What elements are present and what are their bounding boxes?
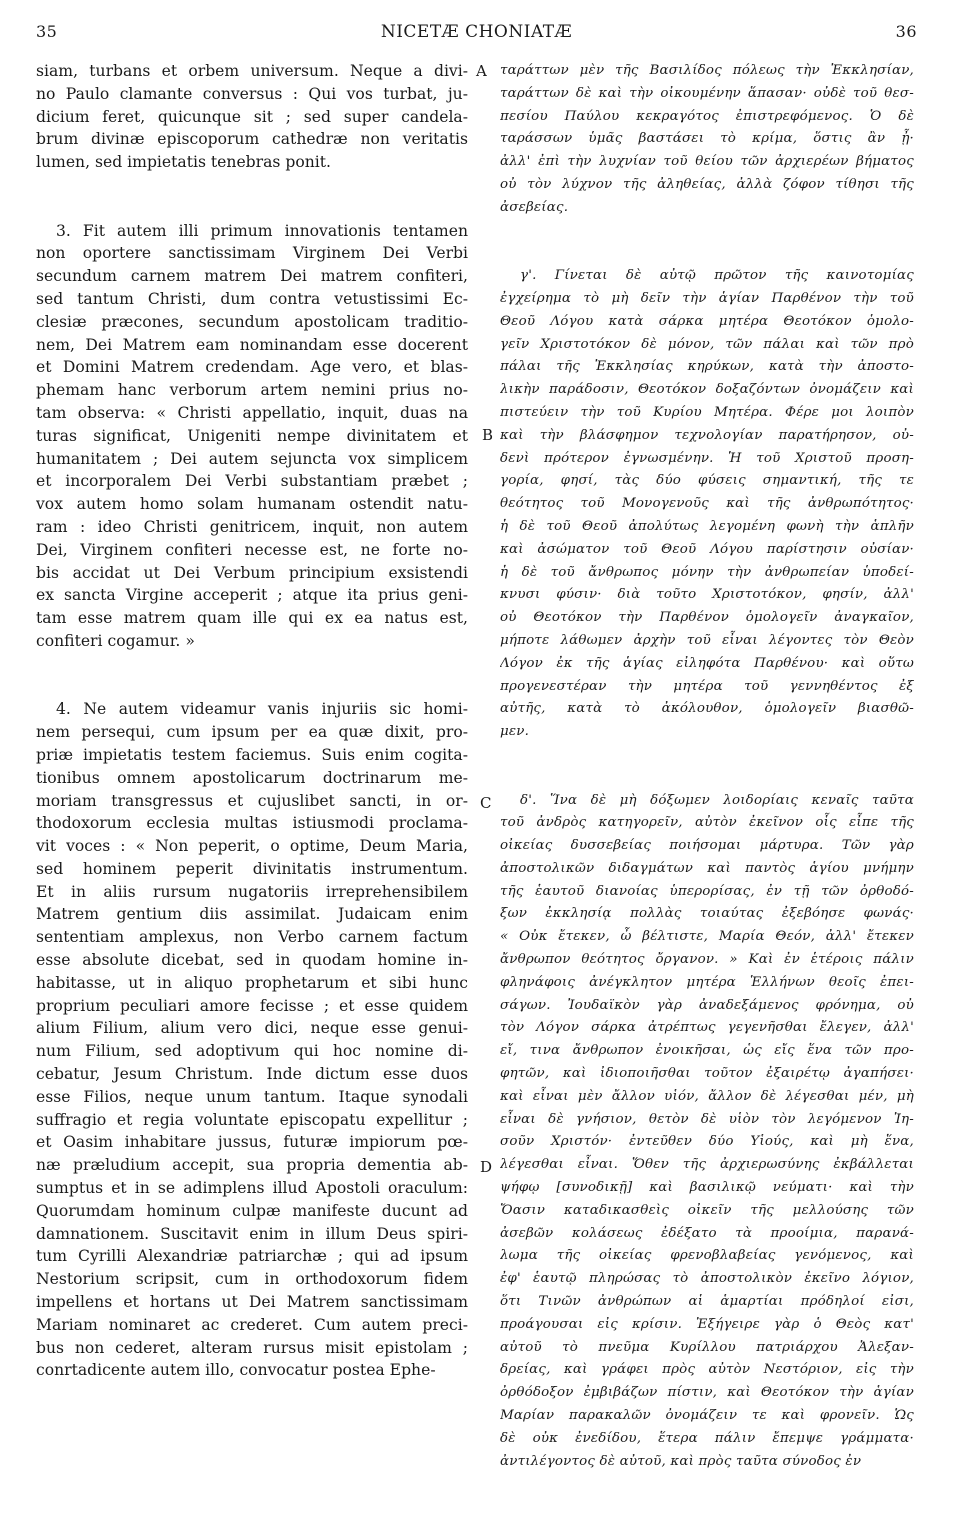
running-title: NICETÆ CHONIATÆ <box>380 22 573 42</box>
greek-text-line: δενὶ πρότερον ἐγνωσμένην. Ἡ τοῦ Χριστοῦ προση- <box>500 450 914 466</box>
margin-marker-c: C <box>480 794 492 812</box>
latin-text-line: tam esse matrem quam ille qui ex ea natus est, <box>36 609 468 628</box>
greek-text-line: « Οὐκ ἔτεκεν, ὦ βέλτιστε, Μαρία Θεόν, ἀλλ' ἔτεκεν <box>500 929 914 945</box>
greek-text-line: γορία, φησί, τὰς δύο φύσεις σημαντική, τῆς τε <box>500 473 914 489</box>
latin-text-line: Et in aliis rursum nugatoriis irreprehensibilem <box>36 882 468 901</box>
greek-text-line: αὐτοῦ τὸ πνεῦμα Κυρίλλου πατριάρχου Ἀλεξαν- <box>500 1339 914 1355</box>
greek-text-line: οἰκείας δυσσεβείας ποιήσομαι μάρτυρα. Τῶν γὰρ <box>500 838 914 854</box>
latin-text-line: suffragio et regia voluntate episcopatu expellitur ; <box>36 1110 468 1129</box>
latin-text-line: num Filium, sed adoptivum qui hoc nomine di- <box>36 1042 468 1061</box>
greek-text-line: Λόγον ἐκ τῆς ἁγίας εἰληφότα Παρθένου· καὶ οὕτω <box>500 655 914 671</box>
latin-text-line: Matrem gentium diis assimilat. Judaicam enim <box>36 905 468 924</box>
latin-text-line: humanitatem ; Dei autem sejuncta vox simplicem <box>36 449 468 468</box>
latin-text-line: sumptus et in se adimplens illud Apostoli oraculum: <box>36 1179 468 1198</box>
latin-text-line: Nestorium scripsit, cum in orthodoxorum fidem <box>36 1270 468 1289</box>
latin-text-line: Quorumdam hominum culpæ manifeste ducunt ad <box>36 1201 468 1220</box>
greek-text-line: σάγων. Ἰουδαϊκὸν γὰρ ἀναδεξάμενος φρόνημα, οὐ <box>500 997 914 1013</box>
latin-text-line: alium Filium, alium vero dici, neque esse genui- <box>36 1019 468 1038</box>
greek-text-line: ξων ἐκκλησίᾳ πολλὰς τοιαύτας ἐξεβόησε φωνάς· <box>500 906 914 922</box>
greek-text-line: λωμα τῆς οἰκείας φρενοβλαβείας γενόμενος, καὶ <box>500 1248 914 1264</box>
latin-text-line: bis accidat ut Dei Verbum principium exsistendi <box>36 563 468 582</box>
page-number-left: 35 <box>36 22 58 41</box>
greek-text-line: ταράττων μὲν τῆς Βασιλίδος πόλεως τὴν Ἐκκλησίαν, <box>500 63 914 78</box>
latin-text-line: næ præludium accepit, sua propria dementia ab- <box>36 1156 468 1175</box>
latin-text-line: tum Cyrilli Alexandriæ patriarchæ ; qui ad ipsum <box>36 1247 468 1266</box>
greek-text-line: ἄνθρωπον θεότητος ὄργανον. » Καὶ ἐν ἑτέροις πάλιν <box>500 952 914 968</box>
latin-text-line: cebatur, Jesum Christum. Inde dictum esse duos <box>36 1065 468 1084</box>
latin-text-line: no Paulo clamante conversus : Qui vos turbat, ju- <box>36 84 468 103</box>
greek-text-line: ἀσεβείας. <box>500 199 569 215</box>
latin-text-line: brum divinæ episcoporum cathedræ non veritatis <box>36 130 468 149</box>
margin-marker-a: A <box>476 62 487 80</box>
latin-text-line: thodoxorum ecclesia multas istiusmodi proclama- <box>36 814 468 833</box>
greek-text-line: πιστεύειν τὴν τοῦ Κυρίου Μητέρα. Φέρε μοι λοιπὸν <box>500 404 914 420</box>
greek-text-line: κνυσι φύσιν· διὰ τοῦτο Χριστοτόκον, φησίν, ἀλλ' <box>500 587 914 603</box>
greek-paragraph-gap <box>500 744 914 790</box>
latin-text-line: lumen, sed impietatis tenebras ponit. <box>36 153 332 172</box>
latin-text-line: siam, turbans et orbem universum. Neque a divi- <box>36 62 468 80</box>
latin-text-line: phemam hanc verborum artem nemini prius no- <box>36 381 468 400</box>
greek-text-line: ἀλλ' ἐπὶ τὴν λυχνίαν τοῦ θείου τῶν ἀρχιερέων βήματος <box>500 154 914 170</box>
greek-text-line: εἶναι δὲ γνήσιον, θετὸν δὲ υἱὸν τὸν λεγόμενον Ἰη- <box>500 1111 914 1127</box>
latin-paragraph-gap <box>36 174 468 220</box>
latin-text-line: secundum carnem matrem Dei matrem confiteri, <box>36 267 468 286</box>
latin-text-line: clesiæ præcones, secundum apostolicam traditio- <box>36 312 468 331</box>
latin-text-line: et Oasim inhabitare jussus, futuræ impiorum pœ- <box>36 1133 468 1152</box>
greek-text-line: σοῦν Χριστόν· ἐντεῦθεν δύο Υἱούς, καὶ μὴ ἕνα, <box>500 1134 914 1150</box>
latin-paragraph-gap <box>36 653 468 699</box>
greek-text-line: πεσίου Παύλου κεκραγότος ἐπιστρεφόμενος. Ὁ δὲ <box>500 108 914 124</box>
greek-text-line: ὅτι Τινῶν ἀνθρώπων αἱ ἁμαρτίαι πρόδηλοί εἰσι, <box>500 1294 914 1310</box>
latin-text-line: damnationem. Suscitavit enim in illum Deus spiri- <box>36 1224 468 1243</box>
greek-text-line: φληνάφοις ἀνέγκλητον μητέρα Ἑλλήνων θεοῖς ἐπει- <box>500 974 914 990</box>
latin-text-line: confiteri cogamur. » <box>36 631 195 650</box>
greek-text-line: οὐ Θεοτόκον τὴν Παρθένον ὁμολογεῖν ἀναγκαῖον, <box>500 610 914 626</box>
greek-text-line: καὶ ἀσώματον τοῦ Θεοῦ Λόγου παρίστησιν οὐσίαν· <box>500 541 914 557</box>
latin-text-line: et Domini Matrem credendam. Age vero, et blas- <box>36 358 468 377</box>
latin-text-line: priæ impietatis testem faciemus. Suis enim cogita- <box>36 745 468 764</box>
greek-text-line: ἡ δὲ τοῦ Θεοῦ ἀπολύτως λεγομένη φωνὴ τὴν ἁπλῆν <box>500 518 914 534</box>
greek-text-line: μεν. <box>500 724 530 740</box>
greek-text-line: ὀρθόδοξον ἐμβιβάζων πίστιν, καὶ Θεοτόκον τὴν ἁγίαν <box>500 1385 914 1401</box>
latin-text-line: tionibus omnem apostolicarum doctrinarum me- <box>36 768 468 787</box>
greek-text-line: ἀποστολικῶν διδαγμάτων καὶ παντὸς ἁγίου μνήμην <box>500 860 914 876</box>
greek-text-line: λέγεσθαι εἶναι. Ὅθεν τῆς ἀρχιερωσύνης ἐκβάλλεται <box>500 1157 914 1173</box>
greek-paragraph-gap <box>500 220 914 266</box>
latin-text-line: impellens et hortans ut Dei Matrem sanctissimam <box>36 1293 468 1312</box>
latin-text-line: nem, Dei Matrem eam nominandam esse docerent <box>36 335 468 354</box>
latin-text-line: conrtadicente autem illo, convocatur postea Ephe- <box>36 1361 436 1380</box>
greek-text-line: πάλαι τῆς Ἐκκλησίας κηρύκων, κατὰ τὴν ἀποστο- <box>500 359 914 375</box>
page-header <box>36 22 917 52</box>
latin-text-line: Mariam nominaret ac crederet. Cum autem preci- <box>36 1315 468 1334</box>
latin-text-line: sententiam amplexus, non Verbo carnem factum <box>36 928 468 947</box>
greek-text-line: ἀσεβῶν κολάσεως ἐδέξατο τὰ προοίμια, παρανά- <box>500 1225 914 1241</box>
latin-text-line: proprium peculiari amore fecisse ; et esse quidem <box>36 996 468 1015</box>
latin-text-line: esse Filios, neque unum tantum. Itaque synodali <box>36 1087 468 1106</box>
greek-text-line: ταράσσων ὑμᾶς βαστάσει τὸ κρίμα, ὅστις ἂν ᾖ· <box>500 131 914 147</box>
greek-text-line: δὲ οὐκ ἐνεδίδου, ἕτερα πάλιν ἔπεμψε γράμματα· <box>500 1430 914 1446</box>
greek-text-line: ἐγχείρημα τὸ μὴ δεῖν τὴν ἁγίαν Παρθένον τὴν τοῦ <box>500 290 914 306</box>
latin-text-line: non oportere sanctissimam Virginem Dei Verbi <box>36 244 468 263</box>
greek-text-line: τῆς ἑαυτοῦ διανοίας ὑπερορίσας, ἐν τῇ τῶν ὀρθοδό- <box>500 883 914 899</box>
greek-text-line: θεότητος τοῦ Μονογενοῦς καὶ τῆς ἀνθρωπότητος· <box>500 496 914 512</box>
greek-text-line: φητῶν, καὶ ἰδιοποιῆσθαι τοῦτον ἐξαιρέτῳ ἀγαπήσει· <box>500 1066 914 1082</box>
greek-text-line: τοῦ ἀνδρὸς κατηγορεῖν, αὐτὸν ἐκεῖνον οἷς εἶπε τῆς <box>500 815 914 831</box>
greek-text-line: καὶ εἶναι μὲν ἄλλον υἱόν, ἄλλον δὲ λέγεσθαι μέν, μὴ <box>500 1088 914 1104</box>
latin-text-line: nem persequi, cum ipsum per ea quæ dixit, pro- <box>36 723 468 742</box>
latin-text-line: vox autem homo solam humanam ostendit natu- <box>36 495 468 514</box>
latin-text-line: et incorporalem Dei Verbi substantiam præbet ; <box>36 472 468 491</box>
latin-text-line: dicium feret, quicunque sit ; sed super candela- <box>36 107 468 126</box>
greek-text-line: ἡ δὲ τοῦ ἄνθρωπος μόνην τὴν ἀνθρωπείαν ὑποδεί- <box>500 564 914 580</box>
greek-text-line: δ'. Ἵνα δὲ μὴ δόξωμεν λοιδορίαις κεναῖς ταῦτα <box>520 792 914 808</box>
greek-text-line: εἴ, τινα ἄνθρωπον ἐνοικῆσαι, ὡς εἴς ἕνα τῶν προ- <box>500 1043 914 1059</box>
latin-text-line: turas significat, Unigeniti nempe divinitatem et <box>36 426 468 445</box>
latin-text-line: moriam transgressus et cujuslibet sancti, in or- <box>36 791 468 810</box>
greek-text-line: γεῖν Χριστοτόκον δὲ μόνον, τῶν πάλαι καὶ τῶν πρὸ <box>500 336 914 352</box>
greek-text-line: ἐφ' ἑαυτῷ πληρώσας τὸ ἀποστολικὸν ἐκεῖνο λόγιον, <box>500 1271 914 1287</box>
greek-text-line: ψήφῳ [συνοδικῇ] καὶ βασιλικῷ νεύματι· καὶ τὴν <box>500 1180 914 1196</box>
greek-text-line: ταράττων δὲ καὶ τὴν οἰκουμένην ἅπασαν· οὐδὲ τοῦ θεσ- <box>500 85 914 101</box>
greek-text-line: ἀντιλέγοντος δὲ αὐτοῦ, καὶ πρὸς ταῦτα σύνοδος ἐν <box>500 1453 862 1469</box>
greek-column <box>500 60 914 1473</box>
page-number-right: 36 <box>895 22 917 41</box>
latin-text-line: 3. Fit autem illi primum innovationis tentamen <box>56 221 468 240</box>
latin-text-line: sed hominem peperit divinitatis instrumentum. <box>36 859 468 878</box>
greek-text-line: προάγουσαι εἰς κρίσιν. Ἐξήγειρε γὰρ ὁ Θεὸς κατ' <box>500 1316 914 1332</box>
latin-text-line: vit voces : « Non peperit, o optime, Deum Maria, <box>36 837 468 856</box>
margin-marker-b: B <box>482 426 494 444</box>
margin-marker-d: D <box>480 1158 493 1176</box>
greek-text-line: καὶ τὴν βλάσφημον τεχνολογίαν παρατήρησον, οὐ- <box>500 427 914 443</box>
latin-text-line: Dei, Virginem confiteri necesse est, ne forte no- <box>36 540 468 559</box>
latin-text-line: bus non cederet, alteram rursus misit epistolam ; <box>36 1338 468 1357</box>
latin-text-line: esse absolute dicebat, sed in quodam homine in- <box>36 951 468 970</box>
greek-text-line: τὸν Λόγον σάρκα ἀτρέπτως γεγενῆσθαι ἔλεγεν, ἀλλ' <box>500 1020 914 1036</box>
greek-text-line: δρείας, καὶ γράφει πρὸς αὐτὸν Νεστόριον, εἰς τὴν <box>500 1362 914 1378</box>
latin-text-line: ram : ideo Christi genitricem, inquit, non autem <box>36 517 468 536</box>
greek-text-line: αὐτῆς, κατὰ τὸ ἀκόλουθον, ὁμολογεῖν βιασθῶ- <box>500 701 914 717</box>
greek-text-line: Μαρίαν παρακαλῶν ὀνομάζειν τε καὶ φρονεῖν. Ὡς <box>500 1408 914 1424</box>
latin-text-line: ex sancta Virgine acceperit ; atque ita prius geni- <box>36 586 468 605</box>
greek-text-line: γ'. Γίνεται δὲ αὐτῷ πρῶτον τῆς καινοτομίας <box>520 268 914 284</box>
greek-text-line: μήποτε λάθωμεν ἀρχὴν τοῦ εἶναι λέγοντες τὸν Θεὸν <box>500 632 914 648</box>
greek-text-line: λικὴν παράδοσιν, Θεοτόκον δοξαζόντων ὀνομάζειν καὶ <box>500 382 914 398</box>
latin-column <box>36 60 468 1382</box>
latin-text-line: 4. Ne autem videamur vanis injuriis sic homi- <box>56 700 468 719</box>
latin-text-line: tam observa: « Christi appellatio, inquit, duas na <box>36 403 468 422</box>
greek-text-line: Θεοῦ Λόγου κατὰ σάρκα μητέρα Θεοτόκον ὁμολο- <box>500 313 914 329</box>
latin-text-line: sed tantum Christi, dum contra vetustissimi Ec- <box>36 289 468 308</box>
latin-text-line: habitasse, ut in aliquo prophetarum et sibi hunc <box>36 973 468 992</box>
greek-text-line: οὐ τὸν λύχνον τῆς ἀληθείας, ἀλλὰ ζόφον τίθησι τῆς <box>500 176 914 192</box>
greek-text-line: Ὄασιν καταδικασθεὶς οἰκεῖν τῆς μελλούσης τῶν <box>500 1202 914 1218</box>
greek-text-line: προγενεστέραν τὴν μητέρα τοῦ γεννηθέντος ἐξ <box>500 678 914 694</box>
